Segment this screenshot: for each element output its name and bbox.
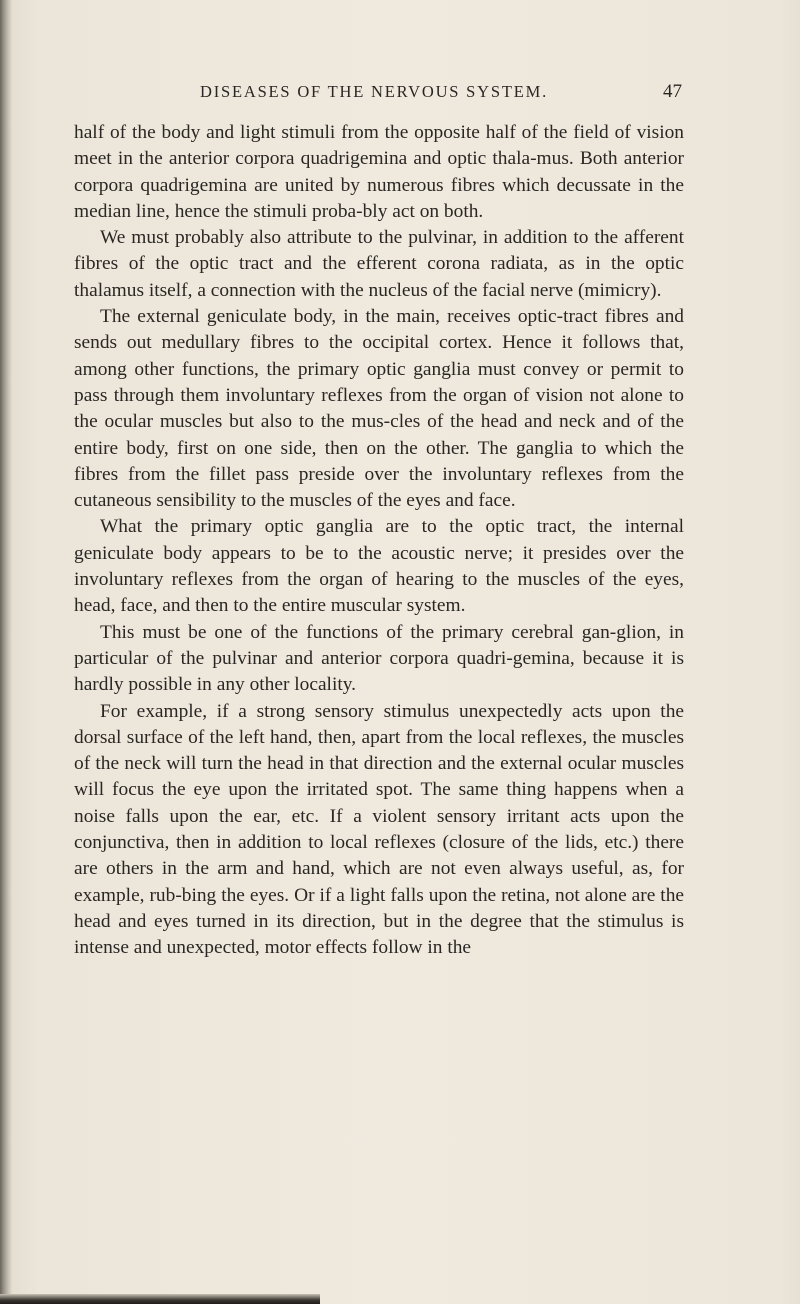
paragraph-primary-ganglion: This must be one of the functions of the primary cerebral gan-glion, in particular of the pulvinar and anterior corpora quadri-gemina, because it is hardly possible in any other locality. [74, 621, 684, 696]
page-header [88, 82, 682, 108]
paragraph-example: For example, if a strong sensory stimulus unexpectedly acts upon the dorsal surface of the left hand, then, apart from the local reflexes, the muscles of the neck will turn the head in that direction and the external ocular muscles will focus the eye upon the irritated spot. The same thing happens when a noise falls upon the ear, etc. If a violent sensory irritant acts upon the conjunctiva, then in addition to local reflexes (closure of the lids, etc.) there are others in the arm and hand, which are not even always useful, as, for example, rub-bing the eyes. Or if a light falls upon the retina, not alone are the head and eyes turned in its direction, but in the degree that the stimulus is intense and unexpected, motor effects follow in the [74, 700, 684, 959]
page-bottom-edge [0, 1294, 320, 1304]
paragraph-continuation: half of the body and light stimuli from the opposite half of the field of vision meet in the anterior corpora quadrigemina and optic thala-mus. Both anterior corpora quadrigemina are united by numerous fibres which decussate in the median line, hence the stimuli proba-bly act on both. [74, 122, 684, 222]
paragraph-external-geniculate: The external geniculate body, in the main, receives optic-tract fibres and sends out medullary fibres to the occipital cortex. Hence it follows that, among other functions, the primary optic ganglia must convey or permit to pass through them involuntary reflexes from the organ of vision not alone to the ocular muscles but also to the mus-cles of the head and neck and of the entire body, first on one side, then on the other. The ganglia to which the fibres from the fillet pass preside over the involuntary reflexes from the cutaneous sensibility to the muscles of the eyes and face. [74, 306, 684, 512]
body-text [74, 120, 684, 962]
running-title: DISEASES OF THE NERVOUS SYSTEM. [200, 82, 549, 101]
page-number: 47 [663, 81, 682, 102]
page-binding-edge [0, 0, 12, 1304]
paragraph-internal-geniculate: What the primary optic ganglia are to the optic tract, the internal geniculate body appears to be to the acoustic nerve; it presides over the involuntary reflexes from the organ of hearing to the muscles of the eyes, head, face, and then to the entire muscular system. [74, 516, 684, 617]
paragraph-pulvinar: We must probably also attribute to the pulvinar, in addition to the afferent fibres of the optic tract and the efferent corona radiata, as in the optic thalamus itself, a connection with the nucleus of the facial nerve (mimicry). [74, 227, 684, 301]
